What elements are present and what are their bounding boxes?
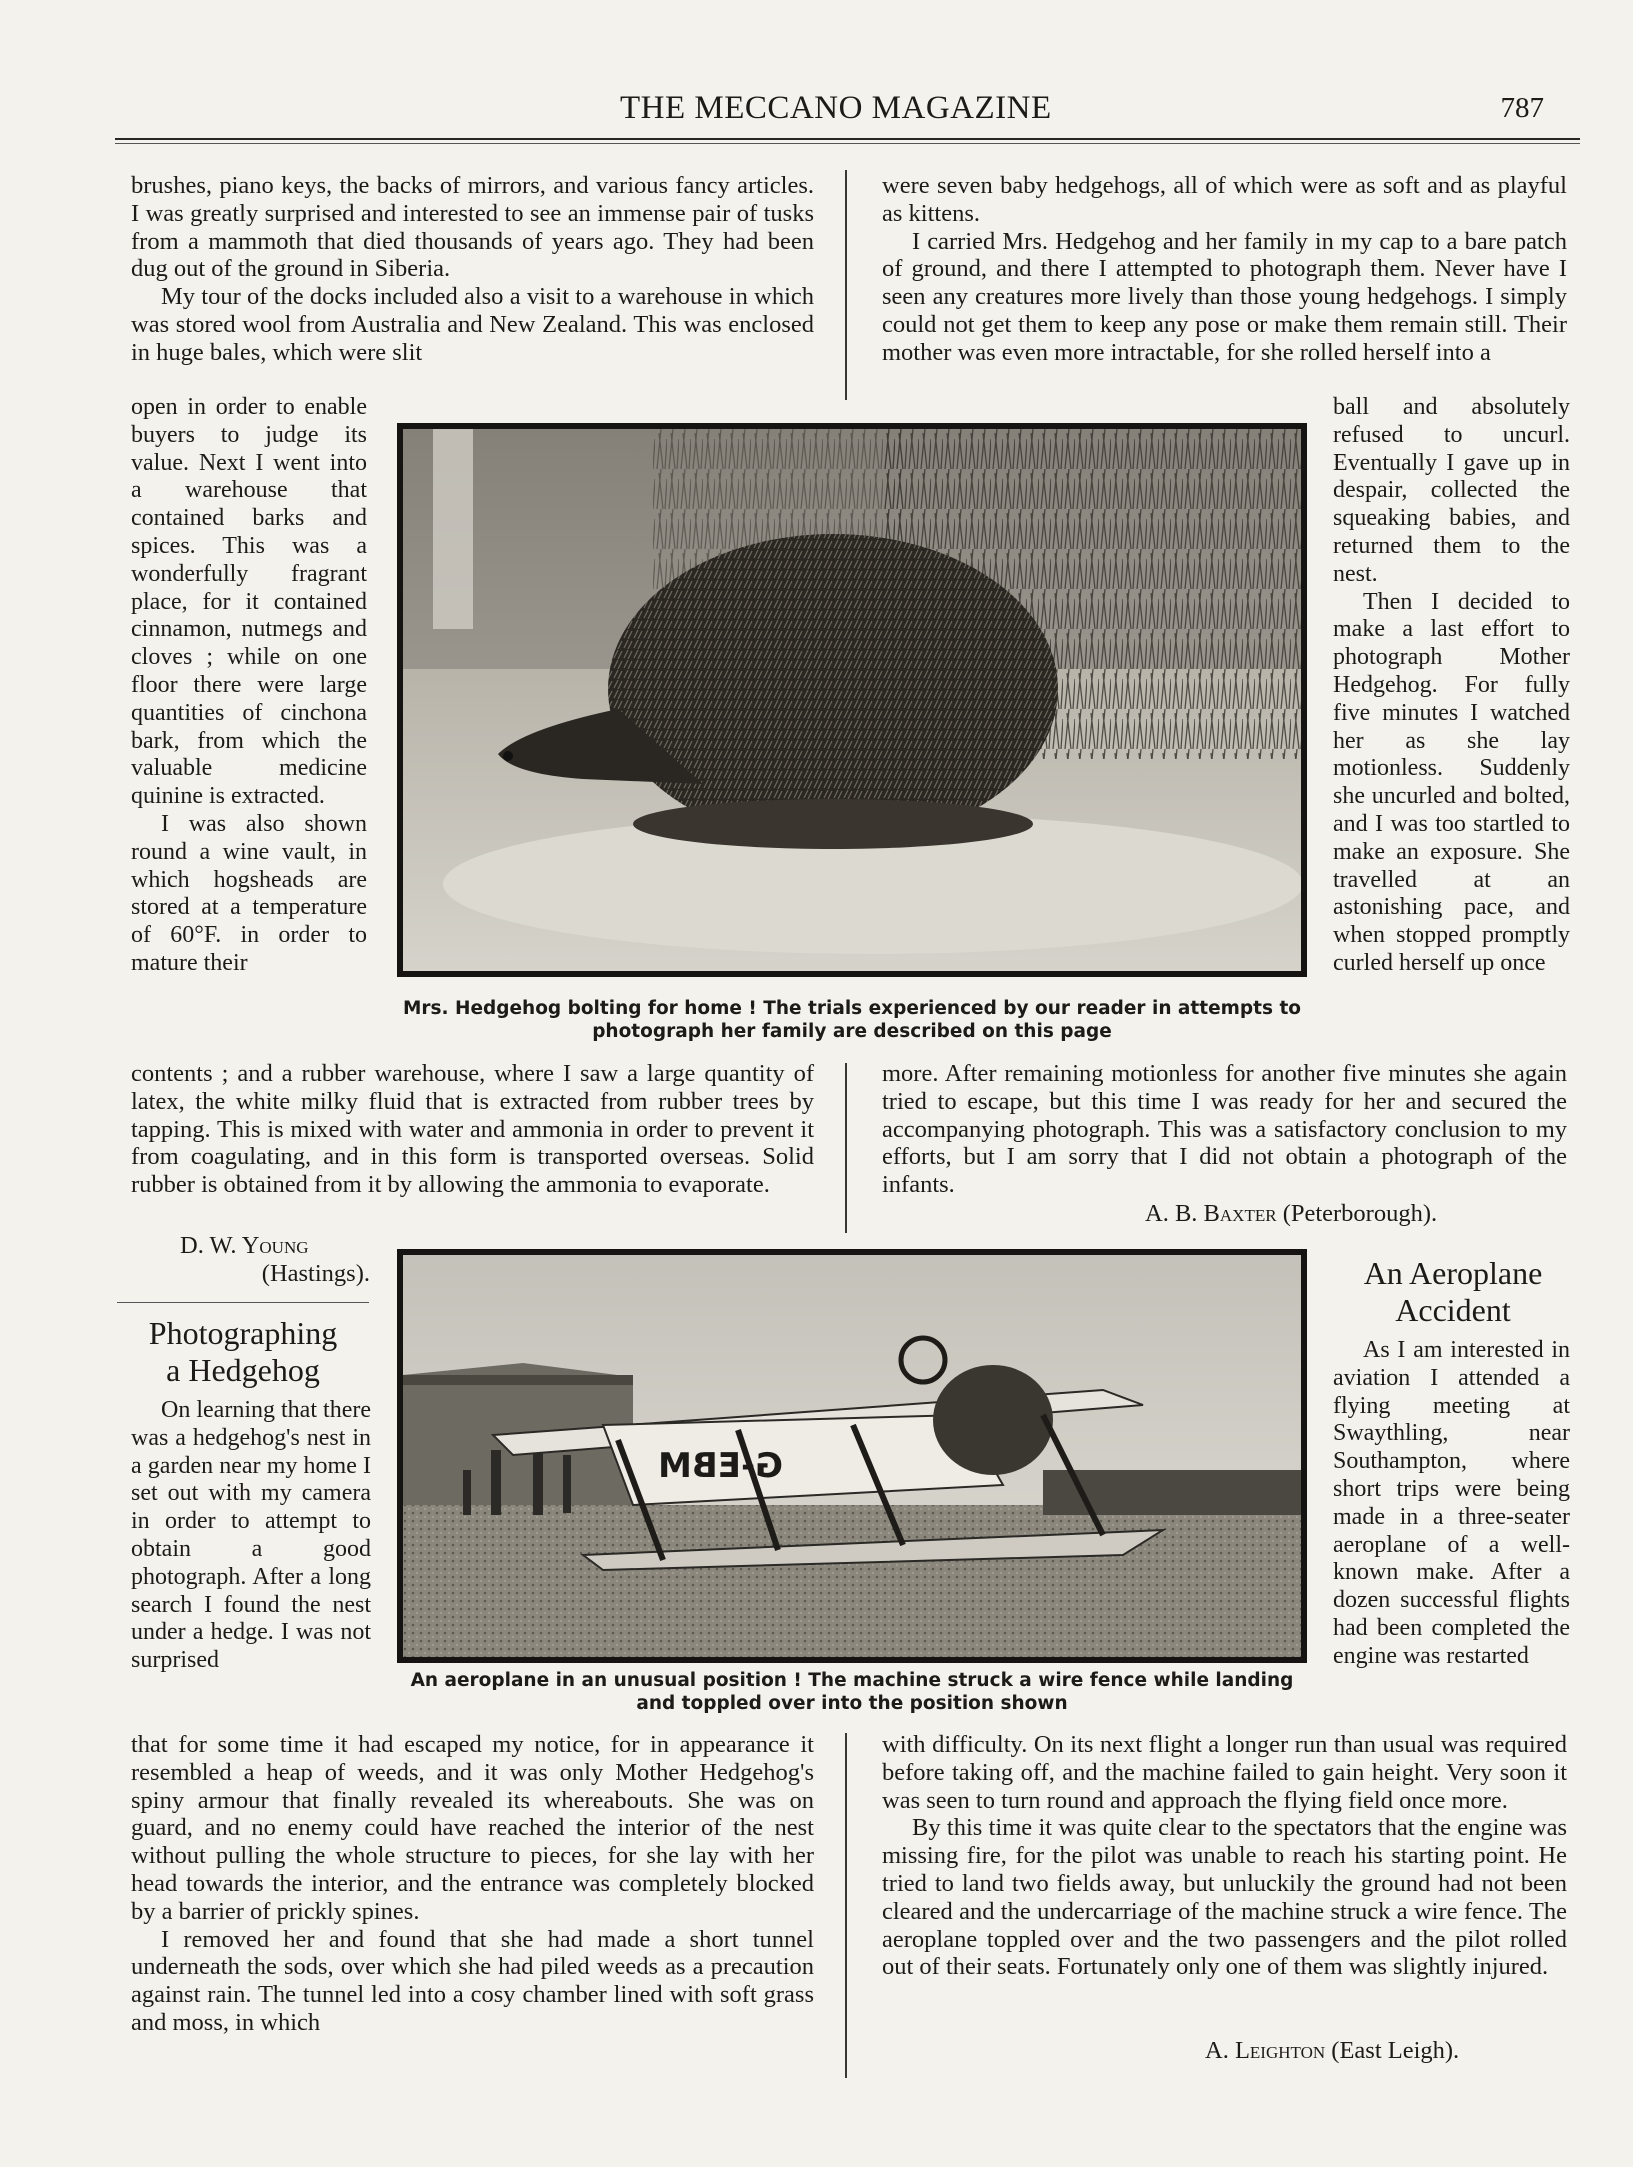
caption-line: photograph her family are described on this page xyxy=(592,1021,1112,1042)
author-initials: A. B. xyxy=(1145,1200,1198,1227)
author-place: (East Leigh). xyxy=(1331,2037,1460,2064)
paragraph: As I am interested in aviation I attended a flying meeting at Swaythling, near Southampton, where short trips were being made in a three-seater aeroplane of a well-known make. After a dozen successful flights had been completed the engine was restarted xyxy=(1333,1337,1570,1669)
column-divider-bottom xyxy=(845,1733,847,2078)
author-place: (Hastings). xyxy=(261,1260,370,1287)
section-rule xyxy=(117,1302,369,1303)
hedgehog-photo-caption xyxy=(397,997,1307,1043)
aeroplane-article-heading xyxy=(1333,1255,1573,1329)
hedgehog-article-wide xyxy=(131,1731,814,2037)
paragraph: By this time it was quite clear to the spectators that the engine was missing fire, for the pilot was unable to reach his starting point. He tried to land two fields away, but unluckily the ground had not been cleared and the undercarriage of the machine struck a wire fence. The aeroplane toppled over and the two passengers and the pilot rolled out of their seats. Fortunately only one of them was slightly injured. xyxy=(882,1814,1567,1981)
hedgehog-illustration xyxy=(403,429,1301,971)
column-divider-middle xyxy=(845,1063,847,1233)
header-rule xyxy=(115,138,1580,140)
paragraph: contents ; and a rubber warehouse, where I saw a large quantity of latex, the white milky fluid that is extracted from rubber trees by tapping. This is mixed with water and ammonia in order to prevent it from coagulating, and in this form is transported overseas. Solid rubber is obtained from it by allowing the ammonia to evaporate. xyxy=(131,1060,814,1199)
paragraph: were seven baby hedgehogs, all of which were as soft and as playful as kittens. xyxy=(882,172,1567,227)
hedgehog-article-narrow xyxy=(131,1397,371,1675)
paragraph: I carried Mrs. Hedgehog and her family in my cap to a bare patch of ground, and there I attempted to photograph them. Never have I seen any creatures more lively than those young hedgehogs. I simply could not get them to keep any pose or make them remain still. Their mother was even more intractable, for she rolled herself into a xyxy=(882,227,1567,366)
caption-line: Mrs. Hedgehog bolting for home ! The trials experienced by our reader in attempts to xyxy=(402,998,1302,1019)
author-name: D. W. Young xyxy=(180,1232,309,1259)
left-column-narrow xyxy=(131,394,367,978)
author-name: Leighton xyxy=(1234,2037,1326,2064)
heading-line: Photographing xyxy=(148,1315,338,1351)
heading-line: a Hedgehog xyxy=(166,1352,320,1388)
aircraft-registration: G-EBM xyxy=(658,1446,783,1486)
aeroplane-article-narrow xyxy=(1333,1337,1570,1671)
page-header xyxy=(115,90,1580,140)
left-column-top xyxy=(131,172,814,367)
hedgehog-photo xyxy=(397,423,1307,977)
paragraph: On learning that there was a hedgehog's nest in a garden near my home I set out with my camera in order to attempt to obtain a good photograph. After a long search I found the nest under a hedge. I was not surprised xyxy=(131,1397,371,1674)
caption-line: and toppled over into the position shown xyxy=(636,1693,1068,1714)
left-column-bottom xyxy=(131,1060,814,1199)
author-place: (Peterborough). xyxy=(1282,1200,1438,1227)
magazine-title: THE MECCANO MAGAZINE xyxy=(620,90,1052,126)
paragraph: I was also shown round a wine vault, in which hogsheads are stored at a temperature of 60°F. in order to mature their xyxy=(131,810,367,976)
paragraph: that for some time it had escaped my notice, for in appearance it resembled a heap of weeds, and it was only Mother Hedgehog's spiny armour that finally revealed its whereabouts. She was on guard, and no enemy could have reached the interior of the nest without pulling the whole structure to pieces, for she lay with her head towards the interior, and the entrance was completely blocked by a barrier of prickly spines. xyxy=(131,1731,814,1925)
paragraph: brushes, piano keys, the backs of mirrors, and various fancy articles. I was greatly surprised and interested to see an immense pair of tusks from a mammoth that died thousands of years ago. They had been dug out of the ground in Siberia. xyxy=(131,172,814,283)
aeroplane-photo xyxy=(397,1249,1307,1663)
caption-line: An aeroplane in an unusual position ! The machine struck a wire fence while landing xyxy=(410,1670,1294,1691)
aeroplane-article-wide xyxy=(882,1731,1567,1981)
heading-line: Accident xyxy=(1395,1292,1511,1328)
aeroplane-photo-caption xyxy=(397,1669,1307,1715)
author-initials: A. xyxy=(1205,2037,1229,2064)
signature-leighton xyxy=(1205,2037,1575,2065)
aeroplane-illustration xyxy=(403,1255,1301,1657)
right-column-top xyxy=(882,172,1567,367)
author-name: Baxter xyxy=(1203,1200,1277,1227)
heading-line: An Aeroplane xyxy=(1363,1255,1543,1291)
paragraph: Then I decided to make a last effort to photograph Mother Hedgehog. For fully five minutes I watched her as she lay motionless. Suddenly she uncurled and bolted, and I was too startled to make an exposure. She travelled at an astonishing pace, and when stopped promptly curled herself up once xyxy=(1333,588,1570,976)
header-rule-thin xyxy=(115,143,1580,144)
column-divider-top xyxy=(845,170,847,400)
signature-young xyxy=(180,1232,370,1288)
right-column-narrow xyxy=(1333,394,1570,978)
paragraph: open in order to enable buyers to judge its value. Next I went into a warehouse that contained barks and spices. This was a wonderfully fragrant place, for it contained cinnamon, nutmegs and cloves ; while on one floor there were large quantities of cinchona bark, from which the valuable medicine quinine is extracted. xyxy=(131,394,367,810)
right-column-bottom xyxy=(882,1060,1567,1199)
paragraph: ball and absolutely refused to uncurl. Eventually I gave up in despair, collected the squeaking babies, and returned them to the nest. xyxy=(1333,394,1570,587)
signature-baxter xyxy=(1145,1200,1545,1228)
paragraph: more. After remaining motionless for another five minutes she again tried to escape, but this time I was ready for her and secured the accompanying photograph. This was a satisfactory conclusion to my efforts, but I am sorry that I did not obtain a photograph of the infants. xyxy=(882,1060,1567,1199)
hedgehog-article-heading xyxy=(117,1315,369,1389)
page-number: 787 xyxy=(1500,92,1544,124)
paragraph: with difficulty. On its next flight a longer run than usual was required before taking off, and the machine failed to gain height. Very soon it was seen to turn round and approach the flying field once more. xyxy=(882,1731,1567,1814)
paragraph: My tour of the docks included also a visit to a warehouse in which was stored wool from Australia and New Zealand. This was enclosed in huge bales, which were slit xyxy=(131,283,814,366)
paragraph: I removed her and found that she had made a short tunnel underneath the sods, over which she had piled weeds as a precaution against rain. The tunnel led into a cosy chamber lined with soft grass and moss, in which xyxy=(131,1925,814,2036)
